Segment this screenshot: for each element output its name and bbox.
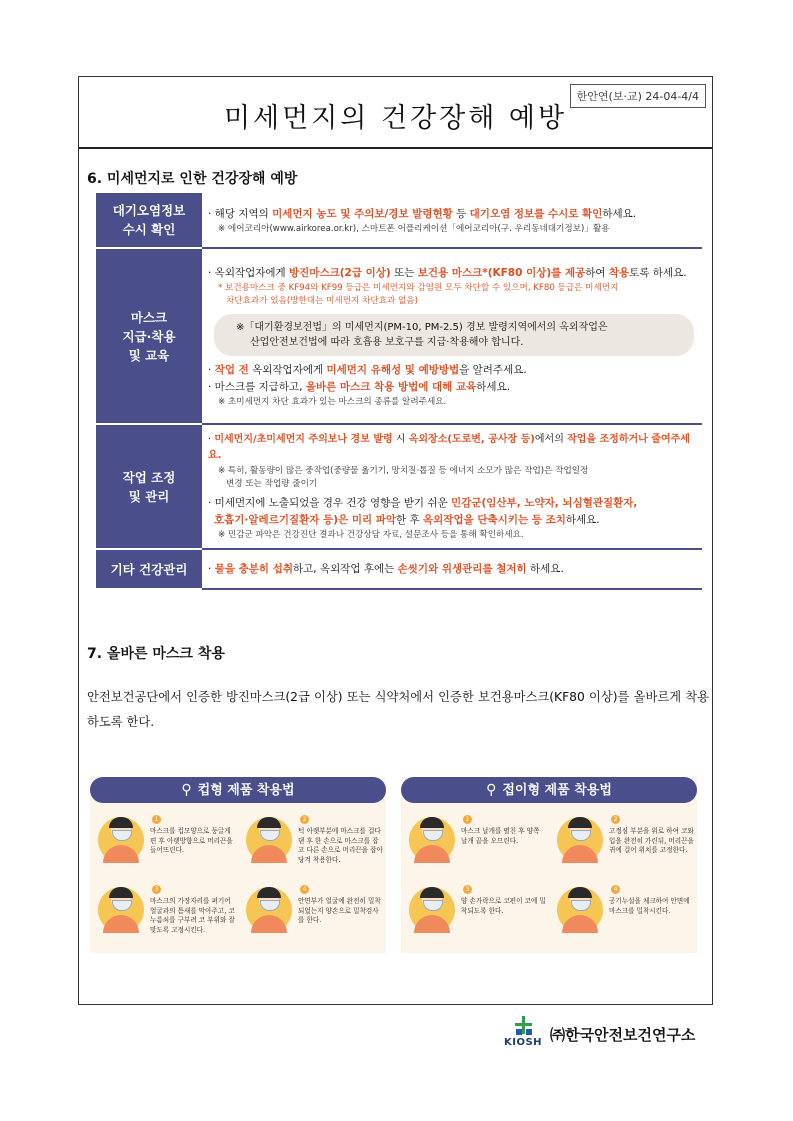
text: · 해당 지역의 <box>208 207 273 220</box>
kiosh-logo <box>504 1016 548 1048</box>
note: ※ 특히, 활동량이 많은 중작업(중량물 옮기기, 망치질·톱질 등 에너지 소모가 많은 작업)은 작업일정 <box>218 466 589 476</box>
red-note: 차단효과가 있음(방한대는 미세먼지 차단효과 없음) <box>226 295 418 306</box>
panel-title-text: 접이형 제품 착용법 <box>502 783 612 798</box>
search-icon: ⚲ <box>181 782 192 798</box>
text: 한 후 <box>396 514 424 526</box>
row-label <box>96 248 202 424</box>
section-6-heading: 6. 미세먼지로 인한 건강장해 예방 <box>87 171 298 187</box>
label-line: 및 관리 <box>128 488 170 504</box>
text: 하여 <box>585 266 609 279</box>
logo-text: KIOSH <box>504 1037 543 1048</box>
label-line: 및 교육 <box>128 347 170 363</box>
search-icon: ⚲ <box>486 782 497 798</box>
highlight-text: 작업 전 <box>214 363 249 376</box>
step-number: 4 <box>611 885 620 894</box>
document-frame <box>78 76 713 1005</box>
guide-step <box>238 881 386 951</box>
red-note: * 보건용마스크 중 KF94와 KF99 등급은 미세먼지와 감염원 모두 차단할 수 있으며, KF80 등급은 미세먼지 <box>218 282 619 293</box>
step-text: 고정심 부분을 위로 하여 코와 입을 완전히 가린뒤, 머리끈을 귀에 걸어 위치를 고정한다. <box>609 827 694 854</box>
table-row-other-health <box>96 549 702 589</box>
step-number: 4 <box>300 885 309 894</box>
step-number: 1 <box>152 815 161 824</box>
panel-title <box>90 777 386 803</box>
row-content <box>202 248 702 424</box>
row-label <box>96 193 202 248</box>
row-content <box>202 193 702 248</box>
text: 등 <box>452 207 470 220</box>
label-line: 기타 건강관리 <box>110 561 188 577</box>
text: · <box>208 563 215 575</box>
guide-step <box>549 881 697 951</box>
text: · 마스크를 지급하고, <box>208 380 306 393</box>
table-row-air-info <box>96 193 702 248</box>
row-label <box>96 549 202 589</box>
person-illustration-icon <box>246 887 292 933</box>
step-text: 마스크의 가장자리를 펴기어 얼굴과의 틈새를 막아주고, 코누름쇠를 구부려 코 부위와 잘 맞도록 고정시킨다. <box>150 897 235 934</box>
text: 옥외작업자에게 <box>248 363 327 376</box>
step-text: 공기누설을 체크하여 안면에 마스크를 밀착시킨다. <box>609 897 690 915</box>
highlight-text: 착용 <box>608 266 630 279</box>
note: ※ 민감군 파악은 건강진단 결과나 건강상담 자료, 설문조사 등을 통해 확인하세요. <box>218 530 524 540</box>
fold-mask-guide-panel <box>401 777 697 953</box>
text: · <box>208 434 215 445</box>
step-text: 턱 아랫부분에 마스크를 걸다댄 후 한 손으로 마스크를 잡고 다른 손으로 머리끈을 잡아당겨 착용한다. <box>298 827 383 864</box>
page-title: 미세먼지의 건강장해 예방 <box>223 103 568 134</box>
guide-step <box>238 811 386 881</box>
step-number: 1 <box>463 815 472 824</box>
document-number: 한안연(보·교) 24-04-4/4 <box>570 84 706 108</box>
guide-step <box>549 811 697 881</box>
highlight-text: 올바른 마스크 착용 방법에 대해 교육 <box>305 380 477 393</box>
text: · <box>208 363 215 376</box>
label-line: 지급·착용 <box>122 328 176 344</box>
step-text: 마스크 날개를 펼친 후 양쪽 날개 끝을 오므린다. <box>461 827 540 845</box>
highlight-text: 물을 충분히 섭취 <box>214 563 293 575</box>
highlight-text: 옥외장소(도로변, 공사장 등) <box>408 434 535 445</box>
kiosh-logo-icon <box>504 1016 548 1038</box>
person-illustration-icon <box>557 817 603 863</box>
footer <box>504 1016 714 1050</box>
person-illustration-icon <box>409 817 455 863</box>
section-7-paragraph: 안전보건공단에서 인증한 방진마스크(2급 이상) 또는 식약처에서 인증한 보건용마스크(KF80 이상)를 올바르게 착용하도록 한다. <box>87 690 709 729</box>
highlight-text: 방진마스크(2급 이상) <box>289 266 391 279</box>
highlight-text: 미세먼지 유해성 및 예방방법 <box>326 363 460 376</box>
panel-title-text: 컵형 제품 착용법 <box>197 783 295 798</box>
table-row-mask <box>96 248 702 424</box>
note: 변경 또는 작업량 줄이기 <box>226 479 318 489</box>
table-row-work-adjust <box>96 424 702 549</box>
step-text: 양 손가락으로 코편이 코에 밀착되도록 한다. <box>461 897 546 915</box>
text: 토록 하세요. <box>629 266 687 279</box>
guide-step <box>401 881 549 951</box>
highlight-text: 미세먼지 농도 및 주의보/경보 발령현황 <box>272 207 453 220</box>
step-number: 2 <box>611 815 620 824</box>
text: 시 <box>392 434 409 445</box>
person-illustration-icon <box>98 887 144 933</box>
step-text: 안면부가 얼굴에 완전히 밀착되었는지 양손으로 밀착검사를 한다. <box>298 897 381 924</box>
label-line: 대기오염정보 <box>112 203 186 218</box>
person-illustration-icon <box>409 887 455 933</box>
text: 하고, 옥외작업 후에는 <box>293 563 398 575</box>
highlight-text: 미세먼지/초미세먼지 주의보나 경보 발령 <box>214 434 393 445</box>
label-line: 작업 조정 <box>122 469 176 485</box>
step-number: 2 <box>300 815 309 824</box>
text: 하세요. <box>526 563 564 575</box>
text: 하세요. <box>476 380 511 393</box>
person-illustration-icon <box>98 817 144 863</box>
text: 에서의 <box>534 434 568 445</box>
organization-name: ㈜한국안전보건연구소 <box>550 1026 696 1044</box>
label-line: 수시 확인 <box>122 222 176 237</box>
text: 을 알려주세요. <box>459 363 527 376</box>
highlight-text: 민감군(임산부, 노약자, 뇌심혈관질환자, <box>451 497 638 509</box>
text: · 미세먼지에 노출되었을 경우 건강 영향을 받기 쉬운 <box>208 497 452 509</box>
person-illustration-icon <box>246 817 292 863</box>
guide-step <box>401 811 549 881</box>
highlight-text: 대기오염 정보를 수시로 확인 <box>469 207 603 220</box>
cup-mask-guide-panel <box>90 777 386 953</box>
person-illustration-icon <box>557 887 603 933</box>
text: 또는 <box>390 266 418 279</box>
highlight-text: 호흡기·알레르기질환자 등)은 미리 파악 <box>214 514 397 526</box>
text: · 옥외작업자에게 <box>208 266 290 279</box>
highlight-text: 작업을 조정하거나 줄여주세요. <box>208 434 690 461</box>
highlight-text: 손씻기와 위생관리를 철저히 <box>397 563 527 575</box>
notice-line: ※「대기환경보전법」의 미세먼지(PM-10, PM-2.5) 경보 발령지역에서의 옥외작업은 <box>236 321 608 333</box>
legal-notice-box <box>214 314 694 356</box>
prevention-table <box>96 193 702 590</box>
row-content <box>202 424 702 549</box>
section-7-heading: 7. 올바른 마스크 착용 <box>87 646 225 662</box>
row-content <box>202 549 702 589</box>
highlight-text: 옥외작업을 단축시키는 등 조치 <box>423 514 566 526</box>
highlight-text: 보건용 마스크*(KF80 이상)를 제공 <box>417 266 586 279</box>
panel-title <box>401 777 697 803</box>
text: 하세요. <box>602 207 637 220</box>
step-text: 마스크를 컵모양으로 둥글게 편 후 아랫방향으로 머리끈을 들어뜨린다. <box>150 827 233 854</box>
text: 하세요. <box>565 514 600 526</box>
guide-step <box>90 811 238 881</box>
label-line: 마스크 <box>130 309 168 325</box>
note: ※ 에어코리아(www.airkorea.or.kr), 스마트폰 어플리케이션「에어코리아(구. 우리동네대기정보)」활용 <box>218 223 610 234</box>
title-bar <box>79 77 712 149</box>
step-number: 3 <box>463 885 472 894</box>
guide-step <box>90 881 238 951</box>
step-number: 3 <box>152 885 161 894</box>
row-label <box>96 424 202 549</box>
note: ※ 초미세먼지 차단 효과가 있는 마스크의 종류를 알려주세요. <box>218 396 447 407</box>
notice-line: 산업안전보건법에 따라 호흡용 보호구를 지급·착용해야 합니다. <box>250 336 524 348</box>
